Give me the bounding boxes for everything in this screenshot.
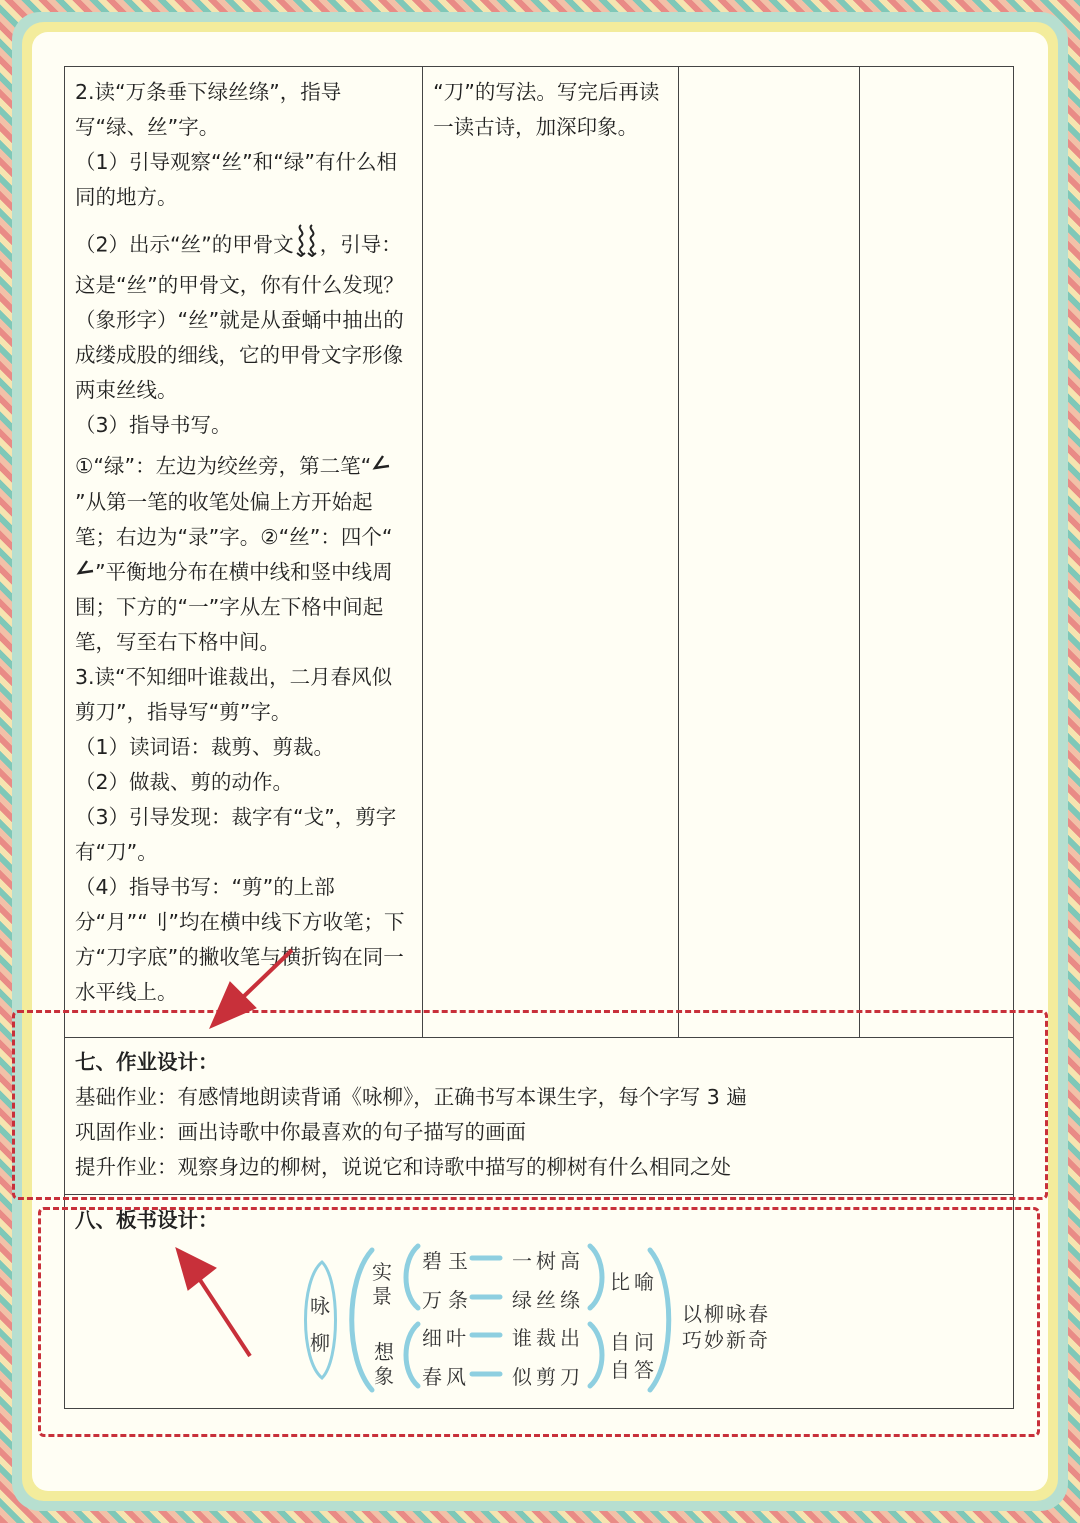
step-2: 2.读“万条垂下绿丝绦”，指导写“绿、丝”字。 (75, 80, 342, 139)
step-2-1: （1）引导观察“丝”和“绿”有什么相同的地方。 (75, 150, 398, 209)
step-3-2: （2）做裁、剪的动作。 (75, 770, 294, 794)
summary-metaphor: 比喻 (610, 1270, 658, 1294)
poem-title-2: 柳 (310, 1331, 330, 1355)
step-3-4: （4）指导书写：“剪”的上部分“月”“刂”均在横中线下方收笔；下方“刀字底”的撇收笔与横折钩在同一水平线上。 (75, 875, 405, 1004)
step-2-2: （2）出示“丝”的甲骨文 ，引导：这是“丝”的甲骨文，你有什么发现？（象形字）“丝”就是从蚕蛹中抽出的成缕成股的细线，它的甲骨文字形像两束丝线。 (75, 223, 412, 408)
phrase-xiye: 细叶 (422, 1326, 470, 1350)
step-2-3: （3）指导书写。 (75, 413, 232, 437)
homework-advanced: 提升作业：观察身边的柳树，说说它和诗歌中描写的柳树有什么相同之处 (75, 1155, 731, 1179)
phrase-sijiandao: 似剪刀 (512, 1365, 584, 1389)
conclusion-1: 以柳咏春 (682, 1302, 770, 1326)
student-activity-text: “刀”的写法。写完后再读一读古诗，加深印象。 (433, 80, 660, 139)
branch-real-2: 景 (372, 1284, 392, 1308)
summary-answer: 自答 (610, 1358, 658, 1382)
board-design-title: 八、板书设计： (75, 1208, 219, 1232)
phrase-yishugao: 一树高 (512, 1249, 584, 1273)
phrase-lvsitao: 绿丝绦 (512, 1288, 584, 1312)
summary-ask: 自问 (610, 1330, 658, 1354)
homework-basic: 基础作业：有感情地朗读背诵《咏柳》，正确书写本课生字，每个字写 3 遍 (75, 1085, 747, 1109)
conclusion-2: 巧妙新奇 (682, 1328, 770, 1352)
branch-imag-2: 象 (374, 1364, 394, 1388)
step-3: 3.读“不知细叶谁裁出，二月春风似剪刀”，指导写“剪”字。 (75, 665, 393, 724)
phrase-chunfeng: 春风 (422, 1365, 470, 1389)
phrase-wantiao: 万条 (422, 1288, 474, 1312)
phrase-shuicaichu: 谁裁出 (512, 1326, 584, 1350)
poem-title-1: 咏 (310, 1294, 330, 1318)
homework-title: 七、作业设计： (75, 1050, 219, 1074)
branch-real-1: 实 (372, 1260, 392, 1284)
step-2-writing: ①“绿”：左边为绞丝旁，第二笔“”从第一笔的收笔处偏上方开始起笔；右边为“录”字。②“丝”：四个“”平衡地分布在横中线和竖中线周围；下方的“一”字从左下格中间起笔，写至右下格中间。 (75, 449, 412, 660)
branch-imag-1: 想 (374, 1340, 394, 1364)
phrase-biyu: 碧玉 (422, 1249, 474, 1273)
homework-consolidate: 巩固作业：画出诗歌中你最喜欢的句子描写的画面 (75, 1120, 526, 1144)
step-3-3: （3）引导发现：裁字有“戈”，剪字有“刀”。 (75, 805, 397, 864)
step-3-1: （1）读词语：裁剪、剪裁。 (75, 735, 335, 759)
